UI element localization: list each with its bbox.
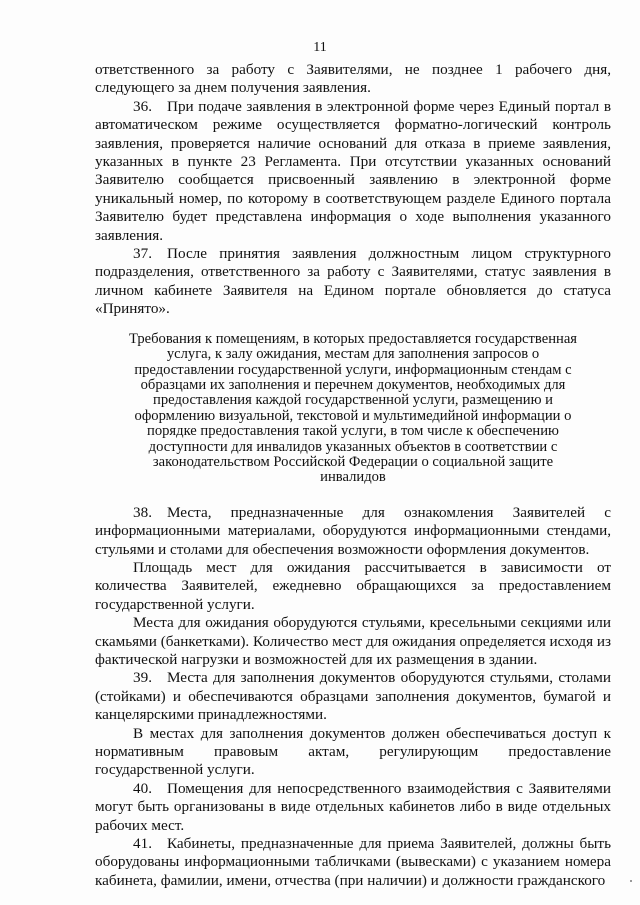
paragraph-text: После принятия заявления должностным лицом структурного подразделения, ответственного за работу с Заявителями, статус заявления в личном кабинете Заявителя на Едином портале обновляется до статуса «Принято».: [95, 245, 611, 318]
paragraph-text: Места, предназначенные для ознакомления Заявителей с информационными материалами, оборудуются информационными стендами, стульями и столами для обеспечения возможности оформления документов.: [95, 503, 611, 558]
paragraph-37: [95, 245, 611, 319]
page-number: 11: [313, 40, 327, 55]
paragraph-access-to-acts: [95, 725, 611, 780]
paragraph-text: Помещения для непосредственного взаимодействия с Заявителями могут быть организованы в виде отдельных кабинетов либо в виде отдельных рабочих мест.: [95, 779, 611, 834]
paragraph-36: [95, 98, 611, 245]
paragraph-text: Кабинеты, предназначенные для приема Заявителей, должны быть оборудованы информационными табличками (вывесками) с указанием номера кабинета, фамилии, имени, отчества (при наличии) и должности гражданского: [95, 835, 611, 889]
paragraph-number: 36.: [133, 97, 152, 115]
page-body: [95, 61, 611, 890]
paragraph-text: При подаче заявления в электронной форме через Единый портал в автоматическом режиме осуществляется форматно-логический контроль заявления, проверяется наличие оснований для отказа в приеме заявления, указанных в пункте 23 Регламента. При отсутствии указанных оснований Заявителю сообщается присвоенный заявлению в электронной форме уникальный номер, по которому в соответствующем разделе Единого портала Заявителю будет представлена информация о ходе выполнения указанного заявления.: [95, 97, 611, 244]
paragraph-number: 38.: [133, 503, 152, 521]
paragraph-39: [95, 669, 611, 724]
section-heading: Требования к помещениям, в которых предоставляется государственная услуга, к залу ожидания, местам для заполнения запросов о предоставлении государственной услуги, информационным стендам с образцами их заполнения и перечнем документов, необходимых для предоставления каждой государственной услуги, размещению и оформлению визуальной, текстовой и мультимедийной информации о порядке предоставления такой услуги, в том числе к обеспечению доступности для инвалидов указанных объектов в соответствии с законодательством Российской Федерации о социальной защите инвалидов: [128, 330, 578, 486]
paragraph-waiting-seats: [95, 614, 611, 669]
paragraph-waiting-area: [95, 559, 611, 614]
paragraph-41: [95, 835, 611, 890]
paragraph-number: 40.: [133, 779, 152, 797]
paragraph-40: [95, 780, 611, 835]
paragraph-text: Места для ожидания оборудуются стульями, кресельными секциями или скамьями (банкетками). Количество мест для ожидания определяется исходя из фактической нагрузки и возможностей для их размещения в здании.: [95, 614, 611, 668]
paragraph-text: Места для заполнения документов оборудуются стульями, столами (стойками) и обеспечиваются образцами заполнения документов, бумагой и канцелярскими принадлежностями.: [95, 669, 611, 724]
paragraph-continuation: [95, 61, 611, 98]
paragraph-text: Площадь мест для ожидания рассчитывается в зависимости от количества Заявителей, ежедневно обращающихся за предоставлением государственной услуги.: [95, 558, 611, 613]
paragraph-number: 37.: [133, 245, 152, 263]
paragraph-text: В местах для заполнения документов должен обеспечиваться доступ к нормативным правовым актам, регулирующим предоставление государственной услуги.: [95, 724, 611, 779]
paragraph-38: [95, 504, 611, 559]
scan-speck: [630, 880, 632, 882]
paragraph-number: 39.: [133, 669, 152, 687]
paragraph-text: ответственного за работу с Заявителями, не позднее 1 рабочего дня, следующего за днем получения заявления.: [95, 61, 611, 97]
paragraph-number: 41.: [133, 835, 152, 853]
